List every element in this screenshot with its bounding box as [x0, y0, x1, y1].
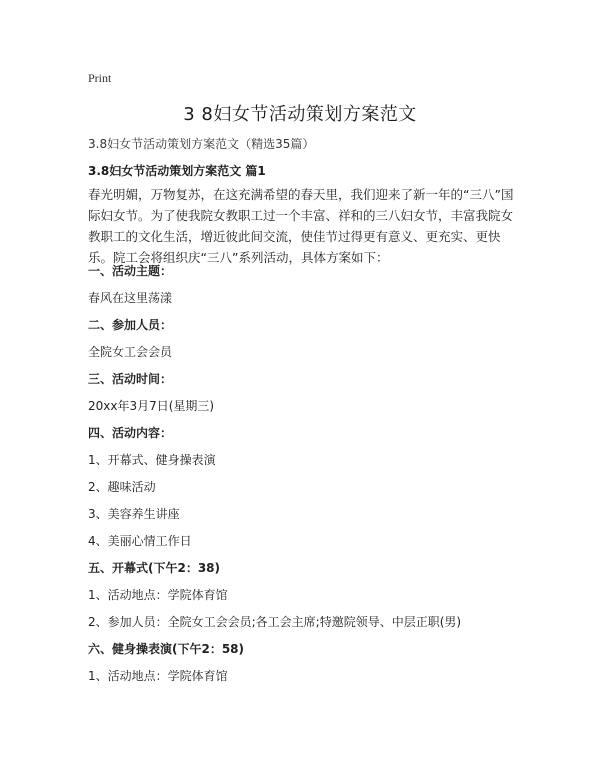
theme-heading: 一、活动主题：: [88, 264, 173, 278]
content-item: 1、开幕式、健身操表演: [88, 453, 216, 467]
participants-heading: 二、参加人员：: [88, 318, 173, 332]
time-text: 20xx年3月7日(星期三): [88, 399, 215, 413]
theme-text: 春风在这里荡漾: [88, 291, 173, 305]
opening-location: 1、活动地点：学院体育馆: [88, 588, 228, 602]
opening-heading: 五、开幕式(下午2：38): [88, 561, 221, 575]
section-heading: 3.8妇女节活动策划方案范文 篇1: [88, 164, 266, 178]
time-heading: 三、活动时间：: [88, 372, 173, 386]
content-item: 3、美容养生讲座: [88, 507, 180, 521]
content-heading: 四、活动内容：: [88, 426, 173, 440]
fitness-heading: 六、健身操表演(下午2：58): [88, 642, 245, 656]
fitness-location: 1、活动地点：学院体育馆: [88, 669, 228, 683]
intro-paragraph: 春光明媚，万物复苏，在这充满希望的春天里，我们迎来了新一年的“三八”国际妇女节。为了使我院女教职工过一个丰富、祥和的三八妇女节，丰富我院女教职工的文化生活，增近彼此间交流，使佳节过得更有意义、更充实、更快乐。院工会将组织庆“三八”系列活动，具体方案如下：: [88, 187, 514, 265]
opening-participants: 2、参加人员：全院女工会会员;各工会主席;特邀院领导、中层正职(男): [88, 615, 462, 629]
print-label: Print: [88, 71, 112, 85]
participants-text: 全院女工会会员: [88, 345, 173, 359]
content-item: 2、趣味活动: [88, 480, 156, 494]
document-title: 3 8妇女节活动策划方案范文: [183, 104, 417, 125]
content-item: 4、美丽心情工作日: [88, 534, 192, 548]
document-subtitle: 3.8妇女节活动策划方案范文（精选35篇）: [88, 137, 315, 151]
